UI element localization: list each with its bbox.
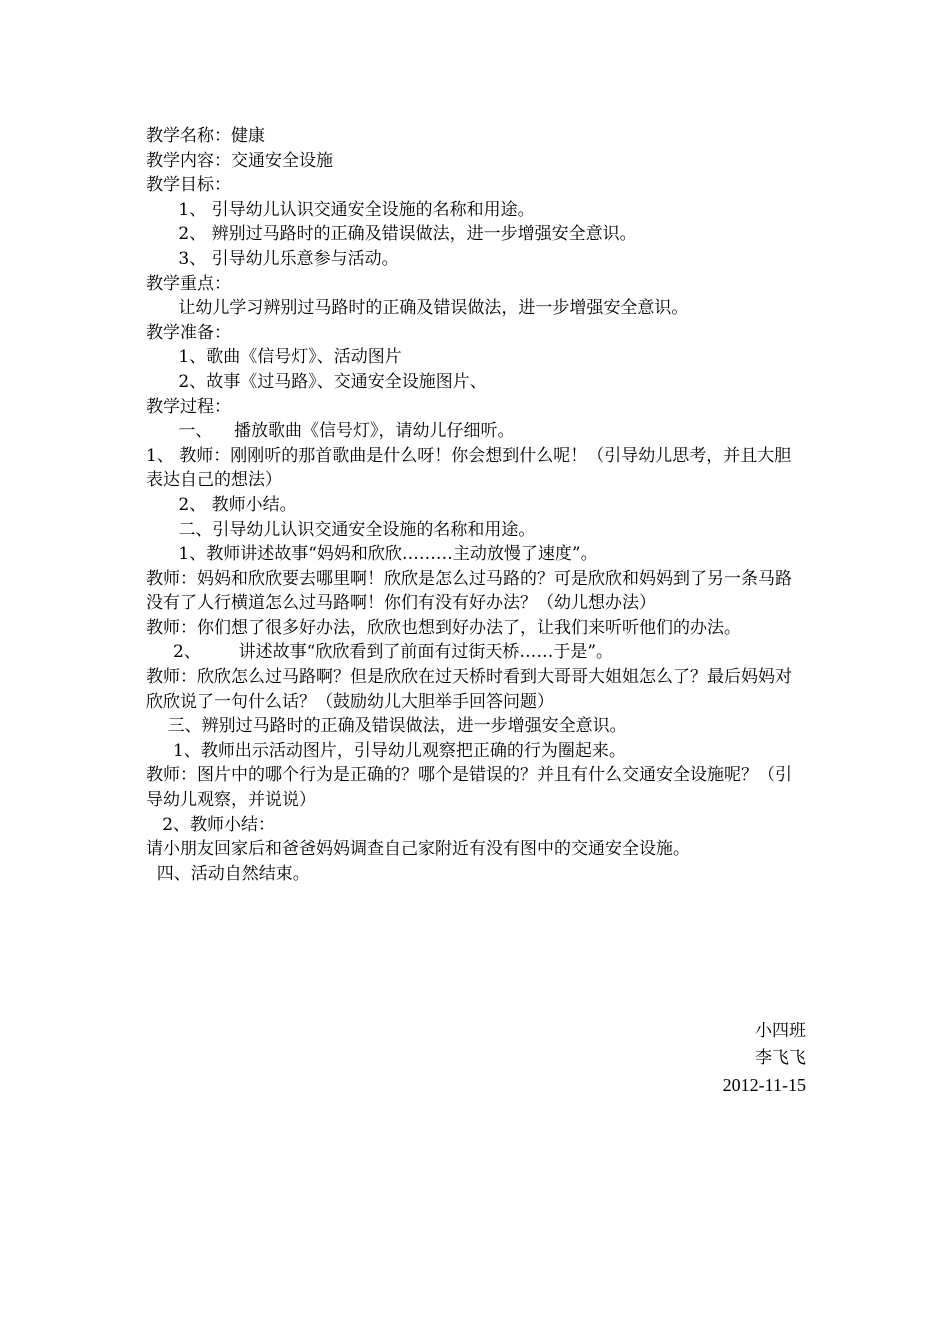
objective-item: 3、 引导幼儿乐意参与活动。 — [146, 248, 399, 269]
process-step: 1、教师讲述故事“妈妈和欣欣………主动放慢了速度”。 — [146, 544, 598, 565]
process-step: 教师：妈妈和欣欣要去哪里啊！欣欣是怎么过马路的？可是欣欣和妈妈到了另一条马路没有了人行横道怎么过马路啊！你们有没有好办法？（幼儿想办法） — [146, 568, 792, 614]
process-step: 一、 播放歌曲《信号灯》，请幼儿仔细听。 — [146, 421, 515, 442]
process-step: 2、 教师小结。 — [146, 494, 297, 515]
date: 2012-11-15 — [722, 1075, 806, 1095]
process-step: 教师：图片中的哪个行为是正确的？哪个是错误的？并且有什么交通安全设施呢？（引导幼儿观察，并说说） — [146, 765, 792, 811]
key-point-text: 让幼儿学习辨别过马路时的正确及错误做法，进一步增强安全意识。 — [146, 298, 689, 319]
process-step: 请小朋友回家后和爸爸妈妈调查自己家附近有没有图中的交通安全设施。 — [146, 839, 690, 860]
process-step: 四、活动自然结束。 — [146, 863, 310, 884]
objectives-heading: 教学目标： — [146, 175, 231, 196]
class-name: 小四班 — [755, 1021, 806, 1041]
lesson-plan-body — [146, 124, 806, 886]
process-step: 教师：欣欣怎么过马路啊？但是欣欣在过天桥时看到大哥哥大姐姐怎么了？最后妈妈对欣欣说了一句什么话？（鼓励幼儿大胆举手回答问题） — [146, 667, 792, 712]
process-step: 2、教师小结： — [146, 814, 276, 835]
preparation-item: 1、歌曲《信号灯》、活动图片 — [146, 347, 402, 368]
process-step: 二、引导幼儿认识交通安全设施的名称和用途。 — [146, 519, 536, 540]
key-point-heading: 教学重点： — [146, 273, 231, 294]
lesson-content: 教学内容：交通安全设施 — [146, 150, 333, 171]
process-step: 教师：你们想了很多好办法，欣欣也想到好办法了，让我们来听听他们的办法。 — [146, 617, 741, 638]
author-name: 李飞飞 — [755, 1048, 806, 1068]
preparation-item: 2、故事《过马路》、交通安全设施图片、 — [146, 371, 487, 392]
objective-item: 1、 引导幼儿认识交通安全设施的名称和用途。 — [146, 199, 535, 220]
process-heading: 教学过程： — [146, 396, 231, 417]
process-step: 1、 教师：刚刚听的那首歌曲是什么呀！你会想到什么呢！（引导幼儿思考，并且大胆表达自己的想法） — [146, 445, 792, 491]
process-step: 三、辨别过马路时的正确及错误做法，进一步增强安全意识。 — [146, 716, 627, 737]
preparation-heading: 教学准备： — [146, 322, 231, 343]
process-step: 1、教师出示活动图片，引导幼儿观察把正确的行为圈起来。 — [146, 740, 626, 761]
process-step: 2、 讲述故事“欣欣看到了前面有过街天桥……于是”。 — [146, 642, 614, 663]
objective-item: 2、 辨别过马路时的正确及错误做法，进一步增强安全意识。 — [146, 224, 637, 245]
lesson-name: 教学名称：健康 — [146, 126, 265, 146]
signature-block — [600, 1018, 806, 1099]
